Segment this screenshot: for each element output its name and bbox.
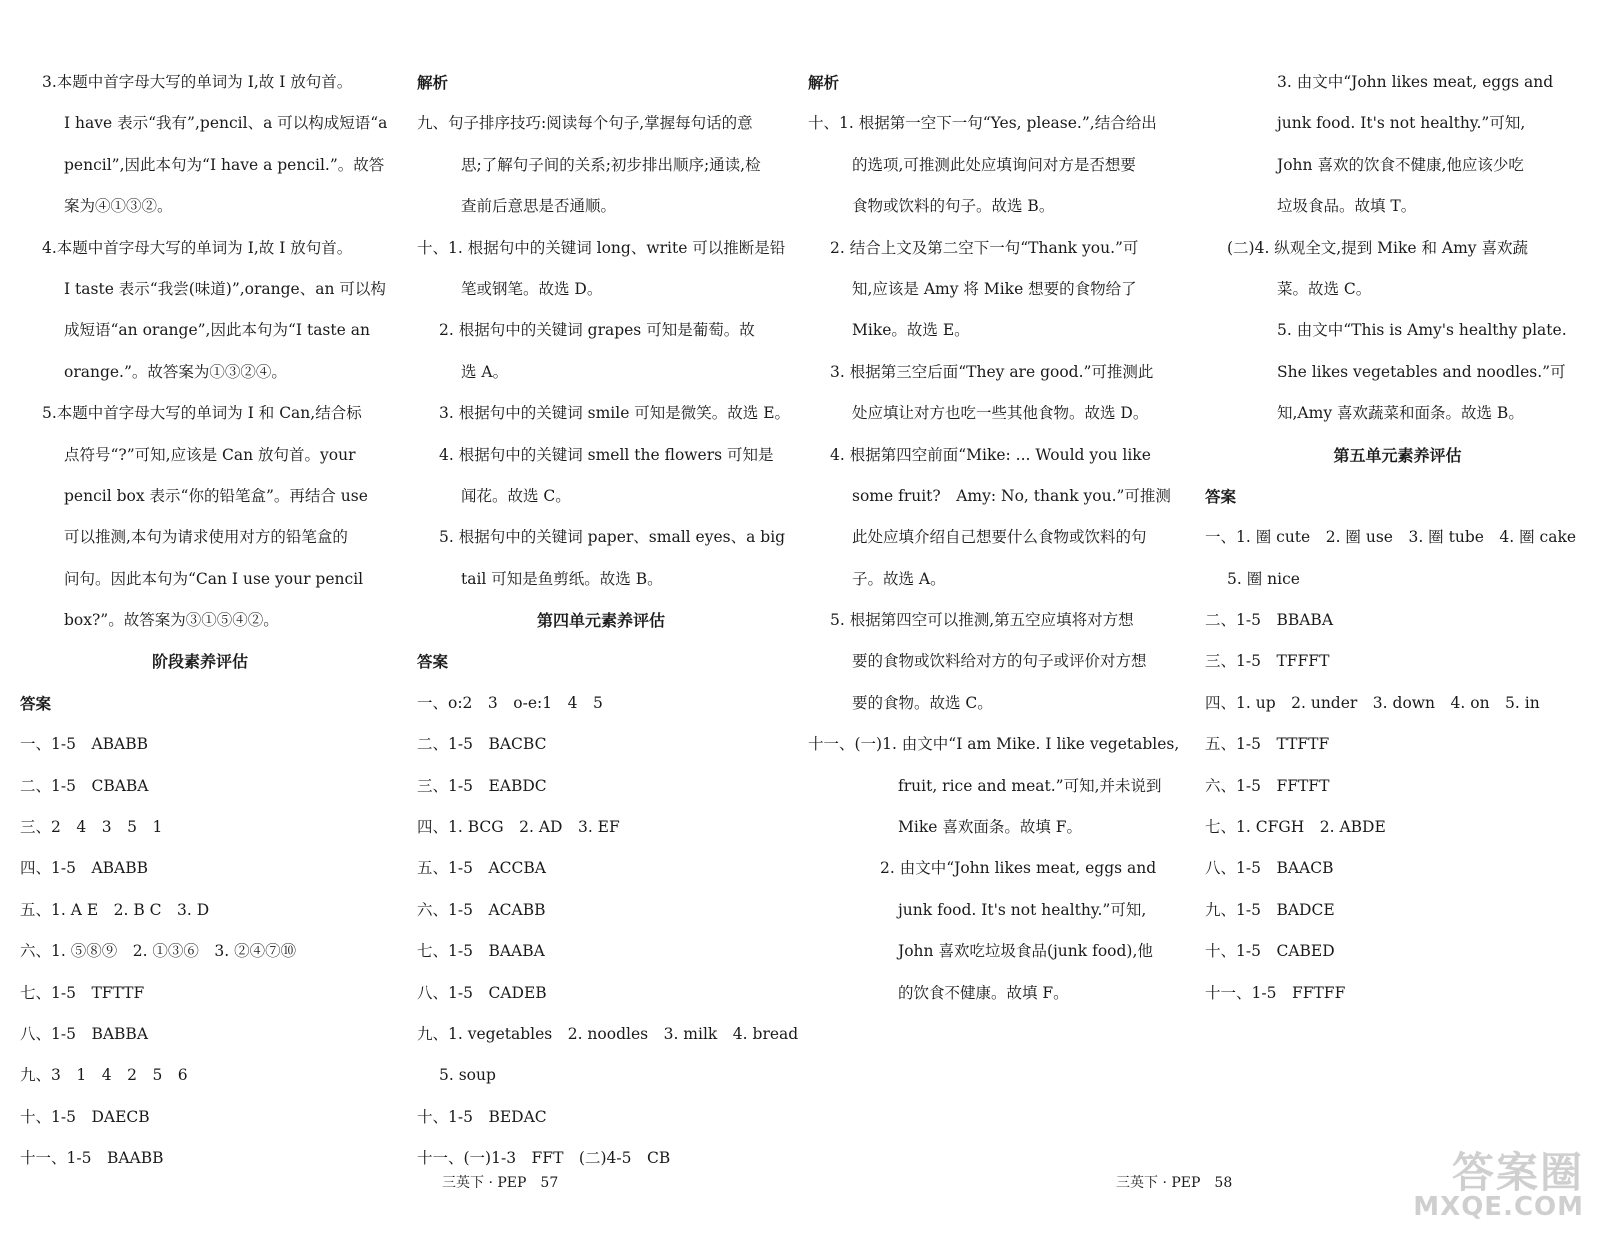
- answer-line: 五、1-5 TTFTF: [1205, 735, 1330, 754]
- answer-line: 五、1. A E 2. B C 3. D: [20, 900, 210, 919]
- text-line: 十、1. 根据第一空下一句“Yes, please.”,结合给出: [808, 114, 1157, 133]
- text-line: 5. 根据第四空可以推测,第五空应填将对方想: [830, 611, 1134, 630]
- text-line: 要的食物。故选 C。: [852, 693, 993, 712]
- text-line: She likes vegetables and noodles.”可: [1277, 362, 1566, 381]
- column-3: [808, 62, 1188, 1014]
- text-line: Mike 喜欢面条。故填 F。: [898, 818, 1083, 837]
- answer-line: 十一、(一)1-3 FFT (二)4-5 CB: [417, 1149, 671, 1168]
- text-line: pencil box 表示“你的铅笔盒”。再结合 use: [64, 486, 368, 505]
- answer-line: 三、2 4 3 5 1: [20, 818, 163, 837]
- answer-line: 三、1-5 EABDC: [417, 776, 547, 795]
- answer-line: 九、1-5 BADCE: [1205, 900, 1335, 919]
- text-line: 选 A。: [461, 362, 509, 381]
- text-line: I taste 表示“我尝(味道)”,orange、an 可以构: [64, 279, 386, 298]
- text-line: 问句。因此本句为“Can I use your pencil: [64, 569, 364, 588]
- answer-line: 一、1-5 ABABB: [20, 735, 149, 754]
- answer-line: 七、1-5 BAABA: [417, 942, 545, 961]
- page-footer-left: 三英下 · PEP 57: [442, 1175, 559, 1191]
- watermark-text: 答案圈: [1451, 1148, 1584, 1197]
- text-line: 5.本题中首字母大写的单词为 I 和 Can,结合标: [42, 404, 362, 423]
- page-footer-right: 三英下 · PEP 58: [1116, 1175, 1233, 1191]
- text-line: fruit, rice and meat.”可知,并未说到: [898, 776, 1162, 795]
- answer-line: 四、1. BCG 2. AD 3. EF: [417, 818, 620, 837]
- text-line: 3. 根据句中的关键词 smile 可知是微笑。故选 E。: [439, 404, 791, 423]
- text-line: 可以推测,本句为请求使用对方的铅笔盒的: [64, 528, 348, 547]
- text-line: 食物或饮料的句子。故选 B。: [852, 197, 1055, 216]
- text-line: 的饮食不健康。故填 F。: [898, 983, 1069, 1002]
- answer-line: 十一、1-5 BAABB: [20, 1149, 164, 1168]
- text-line: 4. 根据句中的关键词 smell the flowers 可知是: [439, 445, 774, 464]
- answer-line: 八、1-5 BABBA: [20, 1024, 149, 1043]
- section-title: 第五单元素养评估: [1333, 445, 1462, 465]
- text-line: 十、1. 根据句中的关键词 long、write 可以推断是铅: [417, 238, 786, 257]
- answer-label: 答案: [417, 652, 449, 672]
- text-line: 要的食物或饮料给对方的句子或评价对方想: [852, 652, 1147, 671]
- text-line: 5. 由文中“This is Amy's healthy plate.: [1277, 321, 1567, 340]
- answer-label: 答案: [20, 693, 52, 713]
- text-line: 九、句子排序技巧:阅读每个句子,掌握每句话的意: [417, 114, 753, 133]
- answer-line: 十、1-5 CABED: [1205, 942, 1335, 961]
- analysis-label: 解析: [808, 73, 840, 92]
- answer-line: 六、1-5 ACABB: [417, 900, 546, 919]
- text-line: 3. 由文中“John likes meat, eggs and: [1277, 73, 1554, 91]
- answer-line: 八、1-5 CADEB: [417, 983, 547, 1002]
- text-line: 笔或钢笔。故选 D。: [461, 279, 603, 298]
- answer-line: 七、1. CFGH 2. ABDE: [1205, 818, 1386, 837]
- text-line: 3.本题中首字母大写的单词为 I,故 I 放句首。: [42, 73, 353, 91]
- text-line: 垃圾食品。故填 T。: [1277, 197, 1417, 216]
- analysis-label: 解析: [417, 73, 449, 92]
- text-line: 2. 由文中“John likes meat, eggs and: [880, 859, 1157, 878]
- text-line: Mike。故选 E。: [852, 321, 970, 340]
- text-line: 查前后意思是否通顺。: [461, 197, 617, 216]
- section-title: 第四单元素养评估: [536, 611, 665, 631]
- answer-line: 八、1-5 BAACB: [1205, 859, 1334, 878]
- text-line: 此处应填介绍自己想要什么食物或饮料的句: [852, 528, 1147, 547]
- column-2: [417, 62, 799, 1180]
- answer-line: 二、1-5 BACBC: [417, 735, 547, 754]
- text-line: 5. 根据句中的关键词 paper、small eyes、a big: [439, 528, 786, 547]
- text-line: 菜。故选 C。: [1277, 279, 1372, 298]
- answer-line: 十、1-5 BEDAC: [417, 1107, 547, 1126]
- text-line: 案为④①③②。: [64, 197, 173, 216]
- text-line: 闻花。故选 C。: [461, 486, 571, 505]
- answer-line: 二、1-5 CBABA: [20, 776, 149, 795]
- text-line: orange.”。故答案为①③②④。: [64, 362, 287, 381]
- text-line: 十一、(一)1. 由文中“I am Mike. I like vegetables,: [808, 735, 1180, 754]
- text-line: 知,Amy 喜欢蔬菜和面条。故选 B。: [1277, 404, 1524, 423]
- text-line: some fruit? Amy: No, thank you.”可推测: [852, 486, 1171, 505]
- answer-line: 十、1-5 DAECB: [20, 1107, 150, 1126]
- answer-line: 六、1. ⑤⑧⑨ 2. ①③⑥ 3. ②④⑦⑩: [20, 942, 297, 961]
- text-line: 的选项,可推测此处应填询问对方是否想要: [852, 155, 1136, 174]
- text-line: tail 可知是鱼剪纸。故选 B。: [461, 569, 663, 588]
- text-line: 子。故选 A。: [852, 569, 946, 588]
- answer-line: 六、1-5 FFTFT: [1205, 776, 1330, 795]
- answer-line: 四、1. up 2. under 3. down 4. on 5. in: [1205, 693, 1540, 712]
- column-4: [1205, 62, 1590, 1014]
- watermark-url: MXQE.COM: [1413, 1192, 1584, 1222]
- text-line: 知,应该是 Amy 将 Mike 想要的食物给了: [852, 279, 1137, 298]
- answer-line: 四、1-5 ABABB: [20, 859, 149, 878]
- text-line: junk food. It's not healthy.”可知,: [898, 900, 1147, 919]
- answer-line: 三、1-5 TFFFT: [1205, 652, 1330, 671]
- text-line: I have 表示“我有”,pencil、a 可以构成短语“a: [64, 114, 388, 133]
- text-line: box?”。故答案为③①⑤④②。: [64, 611, 279, 630]
- text-line: 成短语“an orange”,因此本句为“I taste an: [64, 321, 370, 340]
- text-line: 点符号“?”可知,应该是 Can 放句首。your: [64, 445, 356, 464]
- answer-line: 5. 圈 nice: [1227, 569, 1300, 588]
- section-title: 阶段素养评估: [151, 652, 248, 672]
- answer-line: 七、1-5 TFTTF: [20, 983, 145, 1002]
- text-line: 4.本题中首字母大写的单词为 I,故 I 放句首。: [42, 238, 353, 257]
- answer-line: 九、3 1 4 2 5 6: [20, 1066, 188, 1085]
- text-line: 思;了解句子间的关系;初步排出顺序;通读,检: [461, 155, 761, 174]
- text-line: (二)4. 纵观全文,提到 Mike 和 Amy 喜欢蔬: [1227, 238, 1528, 257]
- watermark-logo: [1413, 1148, 1584, 1222]
- answer-line: 九、1. vegetables 2. noodles 3. milk 4. bread: [417, 1024, 799, 1043]
- text-line: 处应填让对方也吃一些其他食物。故选 D。: [852, 404, 1149, 423]
- answer-line: 五、1-5 ACCBA: [417, 859, 546, 878]
- column-1: [20, 62, 388, 1180]
- text-line: 3. 根据第三空后面“They are good.”可推测此: [830, 362, 1154, 381]
- answer-line: 5. soup: [439, 1066, 496, 1085]
- text-line: pencil”,因此本句为“I have a pencil.”。故答: [64, 155, 385, 174]
- text-line: 2. 结合上文及第二空下一句“Thank you.”可: [830, 238, 1139, 257]
- text-line: 4. 根据第四空前面“Mike: ... Would you like: [830, 445, 1151, 464]
- answer-line: 十一、1-5 FFTFF: [1205, 983, 1346, 1002]
- text-line: John 喜欢吃垃圾食品(junk food),他: [898, 942, 1153, 961]
- text-line: junk food. It's not healthy.”可知,: [1277, 114, 1526, 133]
- answer-line: 一、o:2 3 o-e:1 4 5: [417, 693, 603, 712]
- text-line: John 喜欢的饮食不健康,他应该少吃: [1277, 155, 1524, 174]
- answer-label: 答案: [1205, 486, 1237, 506]
- answer-line: 一、1. 圈 cute 2. 圈 use 3. 圈 tube 4. 圈 cake: [1205, 528, 1577, 547]
- text-line: 2. 根据句中的关键词 grapes 可知是葡萄。故: [439, 321, 755, 340]
- answer-line: 二、1-5 BBABA: [1205, 611, 1334, 630]
